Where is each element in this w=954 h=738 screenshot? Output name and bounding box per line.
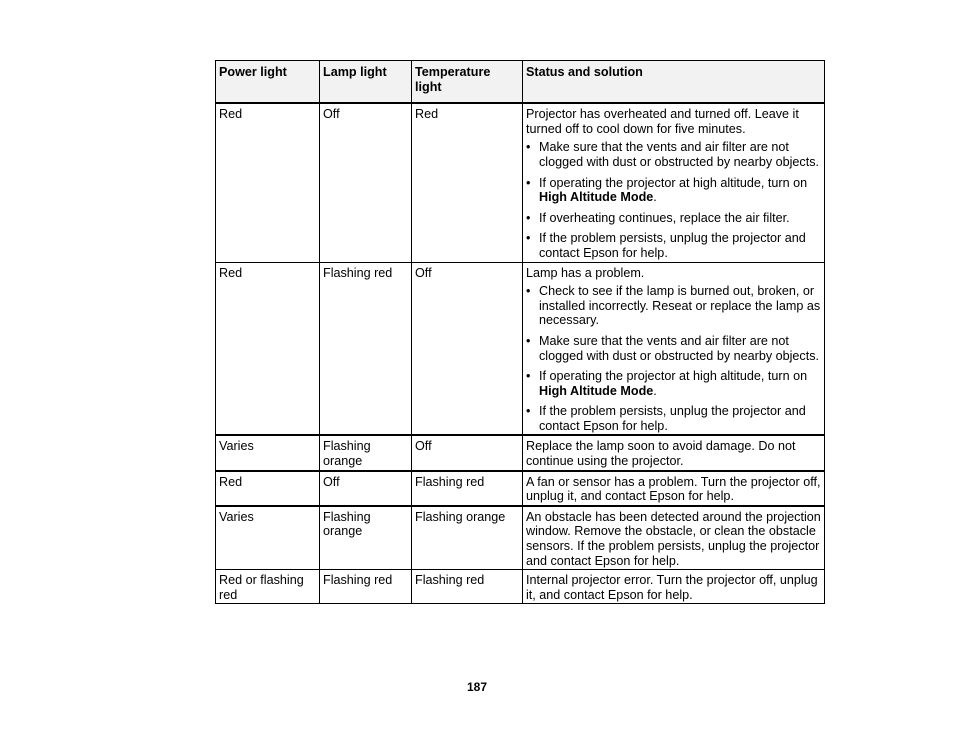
header-temperature-light: Temperature light: [412, 61, 523, 104]
solution-list: [526, 284, 821, 433]
table-row: [216, 471, 825, 506]
solution-text: Check to see if the lamp is burned out, broken, or installed incorrectly. Reseat or replace the lamp as necessary.: [539, 284, 821, 328]
solution-list-item: [526, 231, 821, 260]
table-body: [216, 103, 825, 604]
header-lamp-light: Lamp light: [320, 61, 412, 104]
solution-list-item: [526, 284, 821, 328]
table-row: [216, 103, 825, 262]
status-solution-cell: [523, 570, 825, 604]
solution-text: If operating the projector at high altitude, turn on: [539, 175, 808, 190]
status-solution-cell: [523, 471, 825, 506]
status-text: A fan or sensor has a problem. Turn the projector off, unplug it, and contact Epson for help.: [526, 474, 821, 504]
solution-list-item: [526, 140, 821, 169]
header-status-and-solution: Status and solution: [523, 61, 825, 104]
temperature-light-cell: Red: [412, 103, 523, 262]
temperature-light-cell: Off: [412, 262, 523, 435]
status-text: An obstacle has been detected around the projection window. Remove the obstacle, or clean the obstacle sensors. If the problem persists, unplug the projector and contact Epson for help.: [526, 509, 821, 568]
temperature-light-cell: Flashing red: [412, 471, 523, 506]
solution-list: [526, 140, 821, 260]
lamp-light-cell: Off: [320, 471, 412, 506]
setting-name: High Altitude Mode: [539, 383, 654, 398]
header-power-light: Power light: [216, 61, 320, 104]
power-light-cell: Red: [216, 471, 320, 506]
status-text: Projector has overheated and turned off. Leave it turned off to cool down for five minutes.: [526, 107, 799, 136]
lamp-light-cell: Flashing orange: [320, 435, 412, 470]
solution-list-item: [526, 404, 821, 433]
status-text: Replace the lamp soon to avoid damage. Do not continue using the projector.: [526, 439, 796, 469]
power-light-cell: Varies: [216, 506, 320, 570]
table-header-row: [216, 61, 825, 104]
solution-text-end: .: [653, 383, 657, 398]
temperature-light-cell: Flashing red: [412, 570, 523, 604]
power-light-cell: Red: [216, 262, 320, 435]
table-row: [216, 435, 825, 470]
solution-text: If overheating continues, replace the air filter.: [539, 210, 790, 225]
status-solution-cell: [523, 506, 825, 570]
solution-text: If the problem persists, unplug the projector and contact Epson for help.: [539, 231, 806, 260]
solution-list-item: [526, 211, 821, 226]
page-number: 187: [466, 680, 488, 694]
status-solution-cell: [523, 262, 825, 435]
solution-list-item: [526, 369, 821, 398]
temperature-light-cell: Flashing orange: [412, 506, 523, 570]
solution-text-end: .: [653, 190, 657, 205]
lamp-light-cell: Off: [320, 103, 412, 262]
status-text: Lamp has a problem.: [526, 265, 645, 280]
solution-list-item: [526, 176, 821, 205]
lamp-light-cell: Flashing orange: [320, 506, 412, 570]
light-status-table: [215, 60, 825, 604]
status-solution-cell: [523, 103, 825, 262]
table-row: [216, 570, 825, 604]
solution-text: If operating the projector at high altitude, turn on: [539, 369, 808, 384]
table-row: [216, 262, 825, 435]
solution-text: Make sure that the vents and air filter are not clogged with dust or obstructed by nearby objects.: [539, 333, 820, 363]
power-light-cell: Red: [216, 103, 320, 262]
solution-text: Make sure that the vents and air filter are not clogged with dust or obstructed by nearby objects.: [539, 140, 820, 169]
lamp-light-cell: Flashing red: [320, 570, 412, 604]
setting-name: High Altitude Mode: [539, 190, 654, 205]
power-light-cell: Varies: [216, 435, 320, 470]
table-row: [216, 506, 825, 570]
lamp-light-cell: Flashing red: [320, 262, 412, 435]
solution-text: If the problem persists, unplug the projector and contact Epson for help.: [539, 404, 806, 433]
solution-list-item: [526, 334, 821, 363]
status-solution-cell: [523, 435, 825, 470]
temperature-light-cell: Off: [412, 435, 523, 470]
status-text: Internal projector error. Turn the projector off, unplug it, and contact Epson for help.: [526, 573, 818, 602]
power-light-cell: Red or flashing red: [216, 570, 320, 604]
